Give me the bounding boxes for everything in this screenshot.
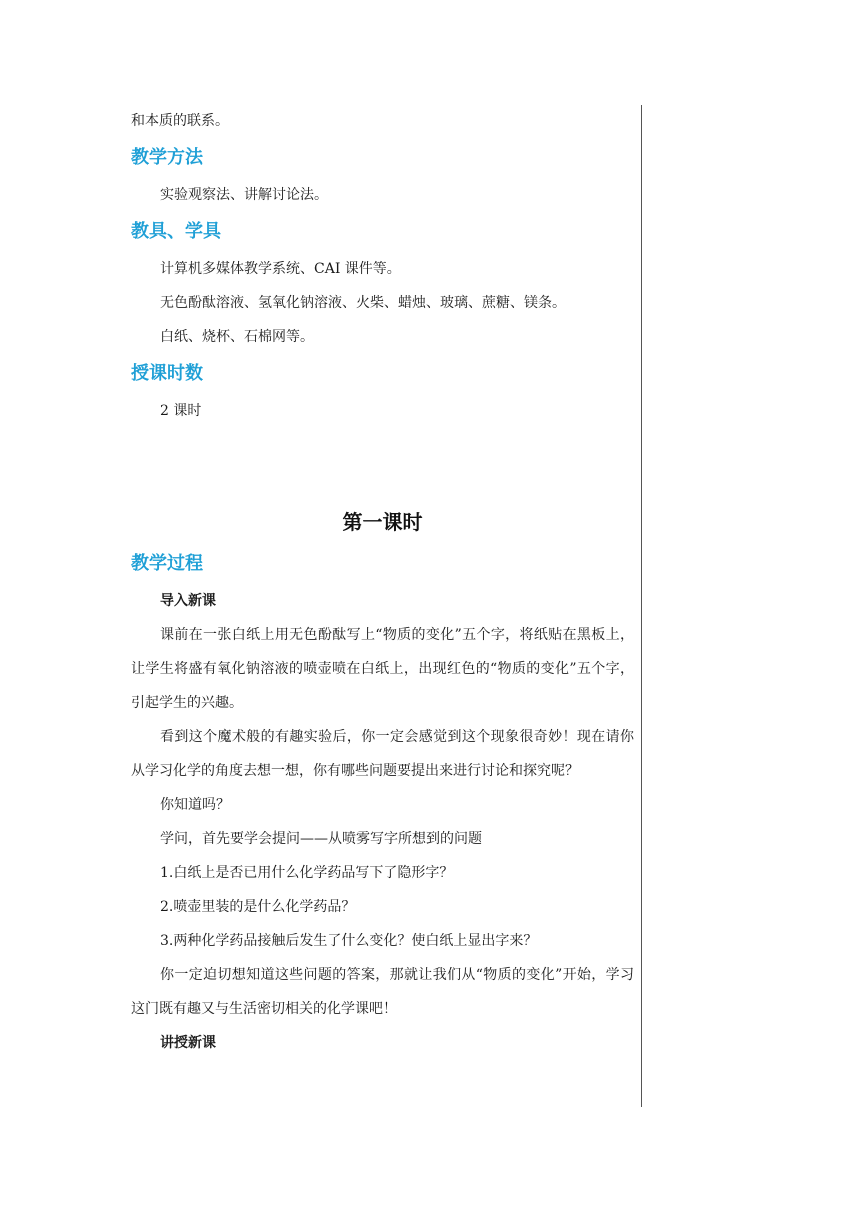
document-body: [131, 104, 634, 1060]
hours-text: 2 课时: [160, 403, 202, 419]
margin-rule: [641, 105, 642, 1107]
tools-line-2: 无色酚酞溶液、氢氧化钠溶液、火柴、蜡烛、玻璃、蔗糖、镁条。: [160, 295, 566, 311]
tools-line-1: 计算机多媒体教学系统、CAI 课件等。: [160, 261, 401, 277]
process-paragraph-3: 你知道吗？: [160, 797, 230, 813]
teach-heading: 讲授新课: [160, 1035, 216, 1051]
section-title-process: 教学过程: [131, 553, 203, 574]
section-title-methods: 教学方法: [131, 147, 203, 168]
methods-text: 实验观察法、讲解讨论法。: [160, 187, 328, 203]
import-heading: 导入新课: [160, 593, 216, 609]
intro-fragment: 和本质的联系。: [131, 113, 229, 129]
question-2: 2.喷壶里装的是什么化学药品？: [160, 899, 356, 915]
section-title-tools: 教具、学具: [131, 221, 221, 242]
process-paragraph-1: 课前在一张白纸上用无色酚酞写上“物质的变化”五个字，将纸贴在黑板上，让学生将盛有氧化钠溶液的喷壶喷在白纸上，出现红色的“物质的变化”五个字，引起学生的兴趣。: [131, 627, 634, 711]
question-1: 1.白纸上是否已用什么化学药品写下了隐形字？: [160, 865, 454, 881]
section-title-hours: 授课时数: [131, 363, 203, 384]
process-paragraph-2: 看到这个魔术般的有趣实验后，你一定会感觉到这个现象很奇妙！现在请你从学习化学的角度去想一想，你有哪些问题要提出来进行讨论和探究呢？: [131, 729, 634, 779]
process-paragraph-4: 学问，首先要学会提问——从喷雾写字所想到的问题: [160, 831, 482, 847]
lesson-title: 第一课时: [342, 510, 423, 534]
question-3: 3.两种化学药品接触后发生了什么变化？使白纸上显出字来？: [160, 933, 538, 949]
tools-line-3: 白纸、烧杯、石棉网等。: [160, 329, 314, 345]
process-paragraph-8: 你一定迫切想知道这些问题的答案，那就让我们从“物质的变化”开始，学习这门既有趣又与生活密切相关的化学课吧！: [131, 967, 634, 1017]
